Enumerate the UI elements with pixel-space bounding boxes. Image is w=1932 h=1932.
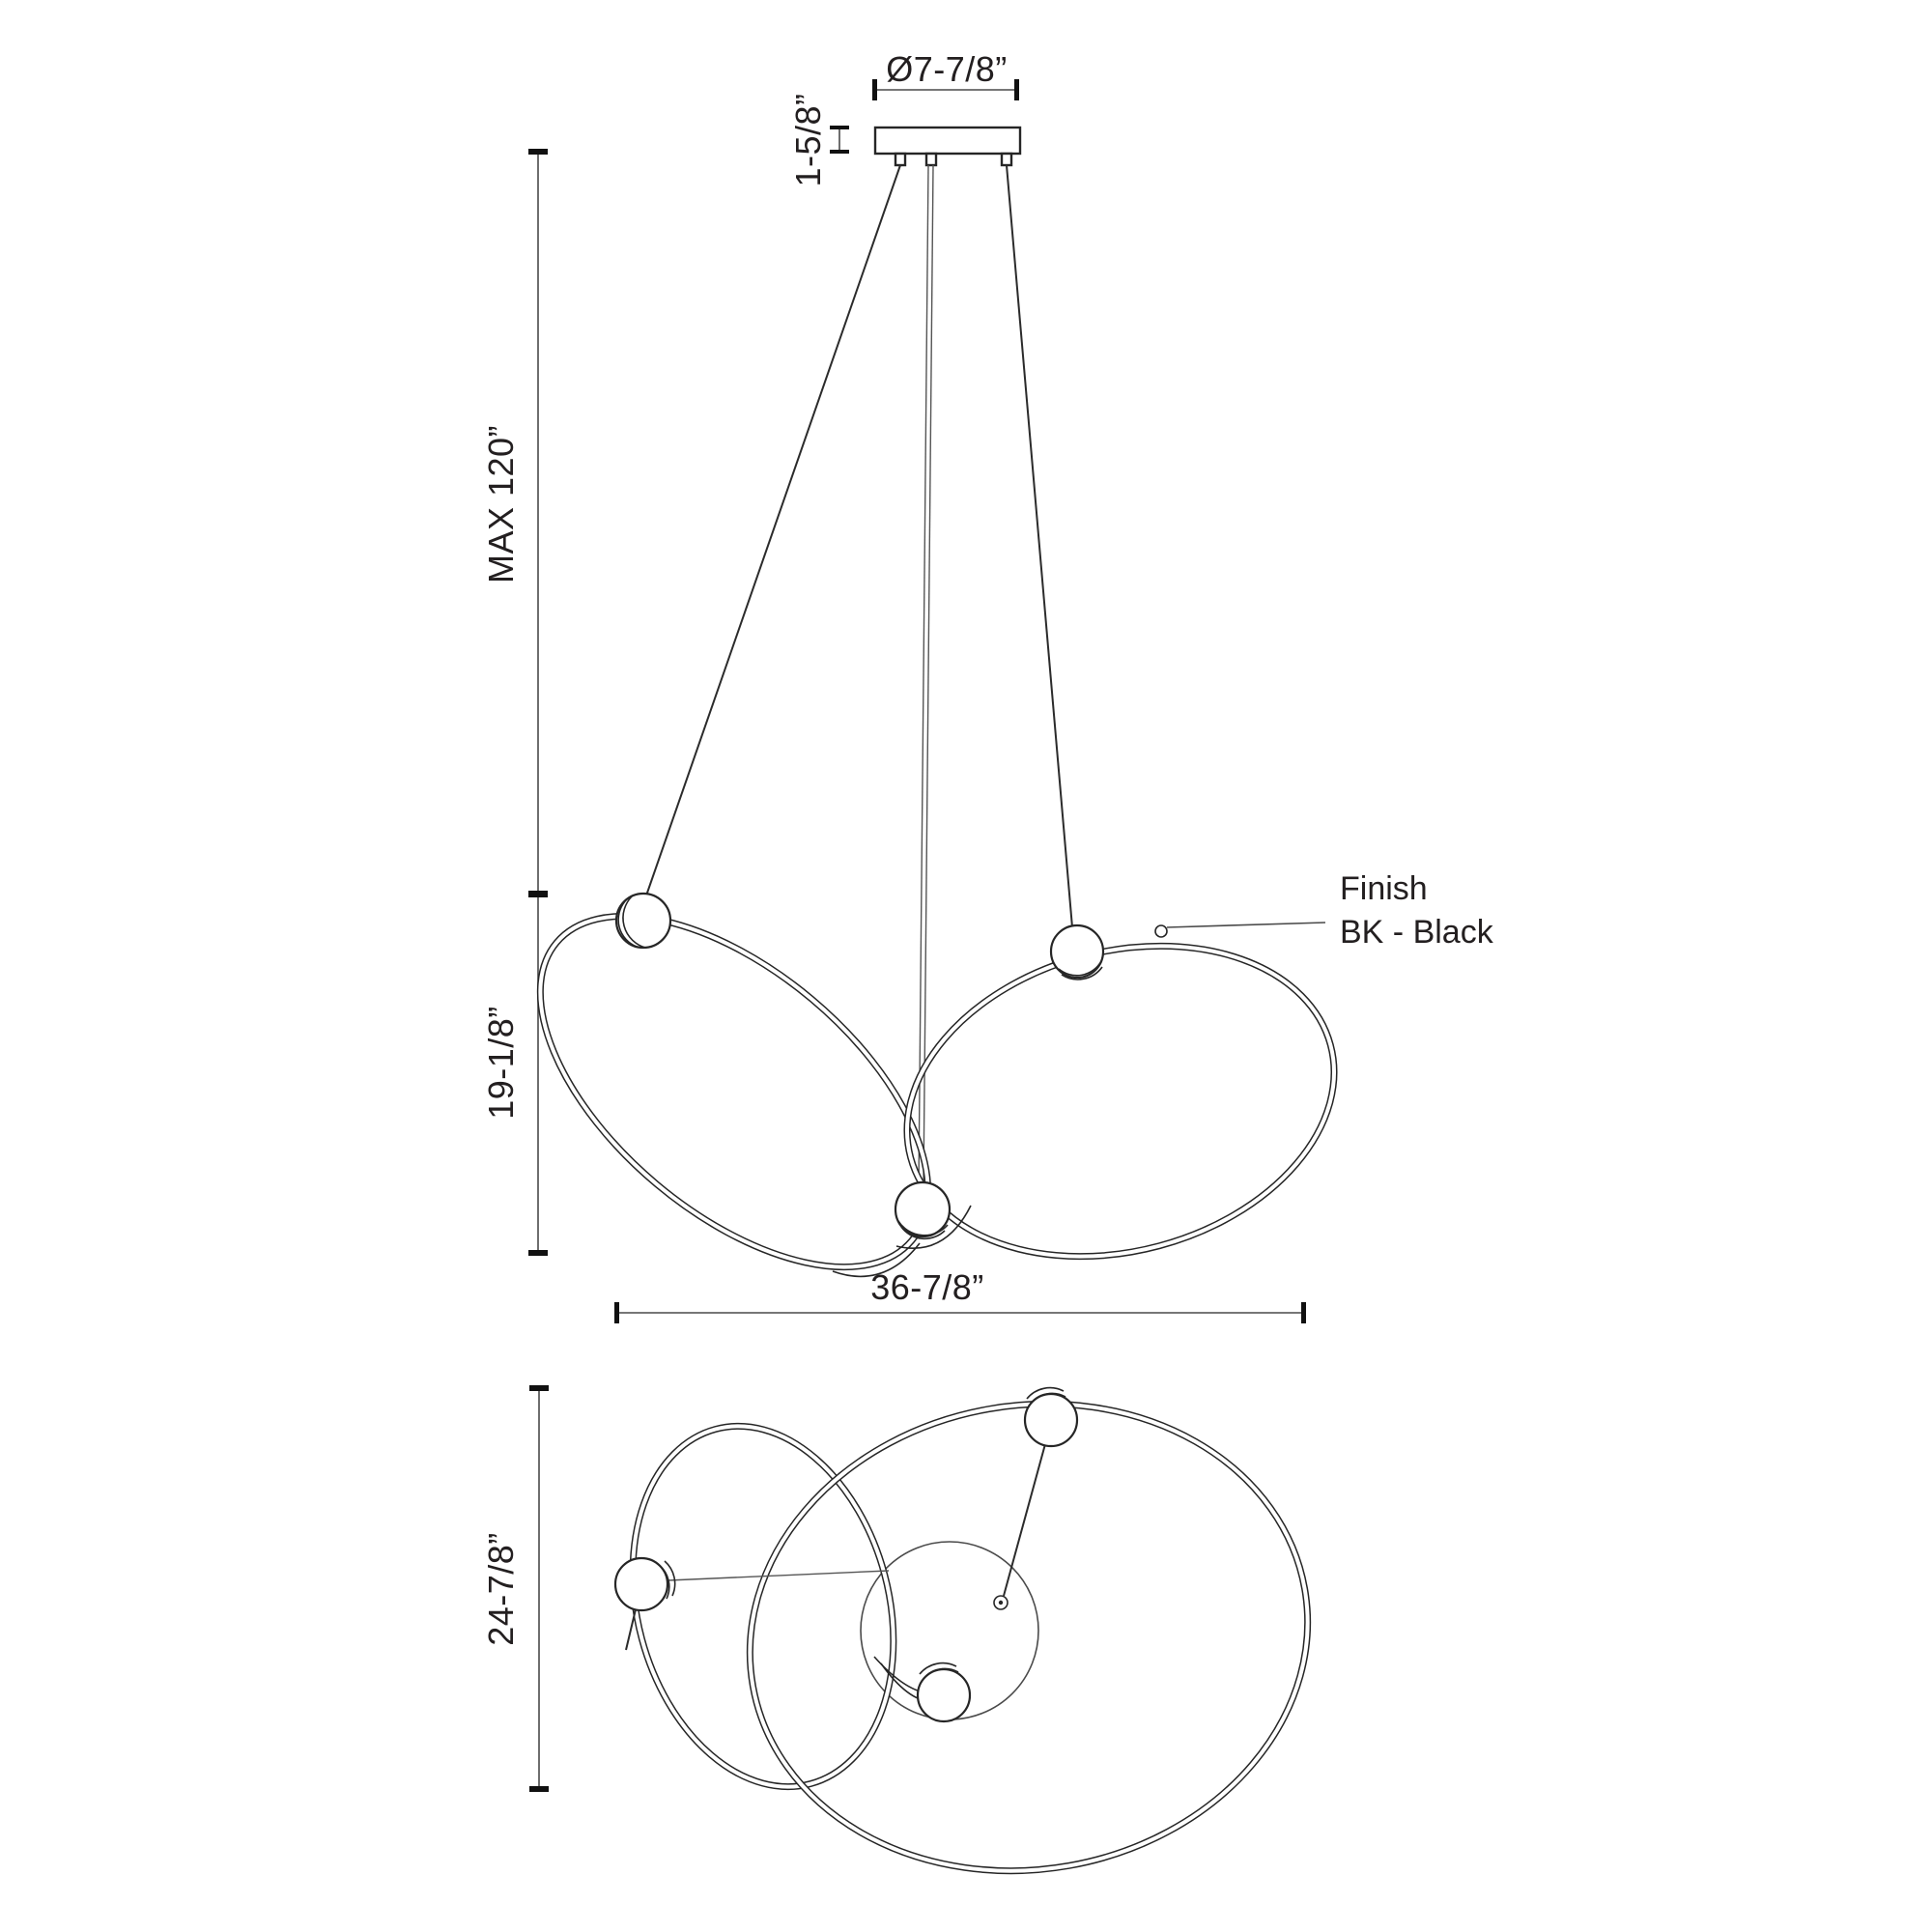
- center-ball: [895, 1182, 950, 1238]
- ball-stem: [626, 1609, 636, 1650]
- dim-tick-top: [830, 126, 849, 129]
- dim-tick-left: [872, 79, 877, 100]
- dim-tick-top: [529, 1385, 549, 1391]
- vertical-dimension: [481, 149, 548, 1256]
- finish-note: [1155, 870, 1494, 951]
- canopy-body: [875, 128, 1020, 154]
- dim-tick-left: [614, 1302, 619, 1323]
- left-plan-cable: [668, 1571, 889, 1580]
- right-ball: [1051, 925, 1103, 980]
- depth-dimension: [481, 1385, 549, 1792]
- left-ball: [616, 894, 670, 948]
- side-view: [479, 49, 1494, 1333]
- cable-anchor-dot: [999, 1601, 1003, 1605]
- finish-value: BK - Black: [1340, 914, 1493, 951]
- max-suspension-label: MAX 120”: [481, 424, 521, 584]
- dim-tick-middle: [528, 891, 548, 897]
- side-balls: [616, 894, 1103, 1238]
- left-cable: [645, 165, 900, 898]
- right-cable: [1007, 165, 1072, 927]
- dim-tick-bottom: [830, 150, 849, 154]
- middle-cord-right-edge: [923, 165, 933, 1186]
- finish-label: Finish: [1340, 870, 1428, 907]
- suspension-cables: [645, 165, 1072, 1186]
- right-ring: [872, 900, 1370, 1302]
- bottom-view: [481, 1360, 1345, 1914]
- right-ring-tube: [872, 900, 1370, 1302]
- dim-tick-right: [1014, 79, 1019, 100]
- fixture-width-label: 36-7/8”: [870, 1267, 984, 1307]
- right-ring-tube-inner: [713, 1360, 1346, 1914]
- canopy-height-label: 1-5/8”: [788, 93, 828, 187]
- right-plan-cable: [1004, 1434, 1048, 1596]
- top-right-ball-plan: [1025, 1388, 1077, 1446]
- plan-rings: [594, 1360, 1345, 1914]
- canopy-nub-middle: [926, 154, 936, 165]
- middle-cord-left-edge: [919, 165, 928, 1186]
- leader-anchor: [1155, 925, 1167, 937]
- fixture-depth-label: 24-7/8”: [481, 1532, 521, 1646]
- dim-tick-right: [1301, 1302, 1306, 1323]
- width-dimension: [614, 1267, 1306, 1323]
- canopy-nub-right: [1002, 154, 1011, 165]
- fixture-height-label: 19-1/8”: [481, 1006, 521, 1120]
- dim-tick-bottom: [529, 1786, 549, 1792]
- canopy-diameter-label: Ø7-7/8”: [886, 49, 1008, 89]
- plan-balls: [615, 1388, 1077, 1721]
- right-ring-plan: [713, 1360, 1346, 1914]
- dim-tick-top: [528, 149, 548, 155]
- canopy: [875, 128, 1020, 165]
- right-ring-tube: [713, 1360, 1346, 1914]
- canopy-height-dimension: [788, 93, 849, 186]
- dim-tick-bottom: [528, 1250, 548, 1256]
- left-ball-plan: [615, 1558, 675, 1650]
- leader-line: [1167, 923, 1325, 927]
- canopy-nub-left: [895, 154, 905, 165]
- right-ring-tube-inner: [872, 900, 1370, 1302]
- bottom-ball-plan: [918, 1663, 970, 1721]
- canopy-diameter-dimension: [872, 49, 1019, 100]
